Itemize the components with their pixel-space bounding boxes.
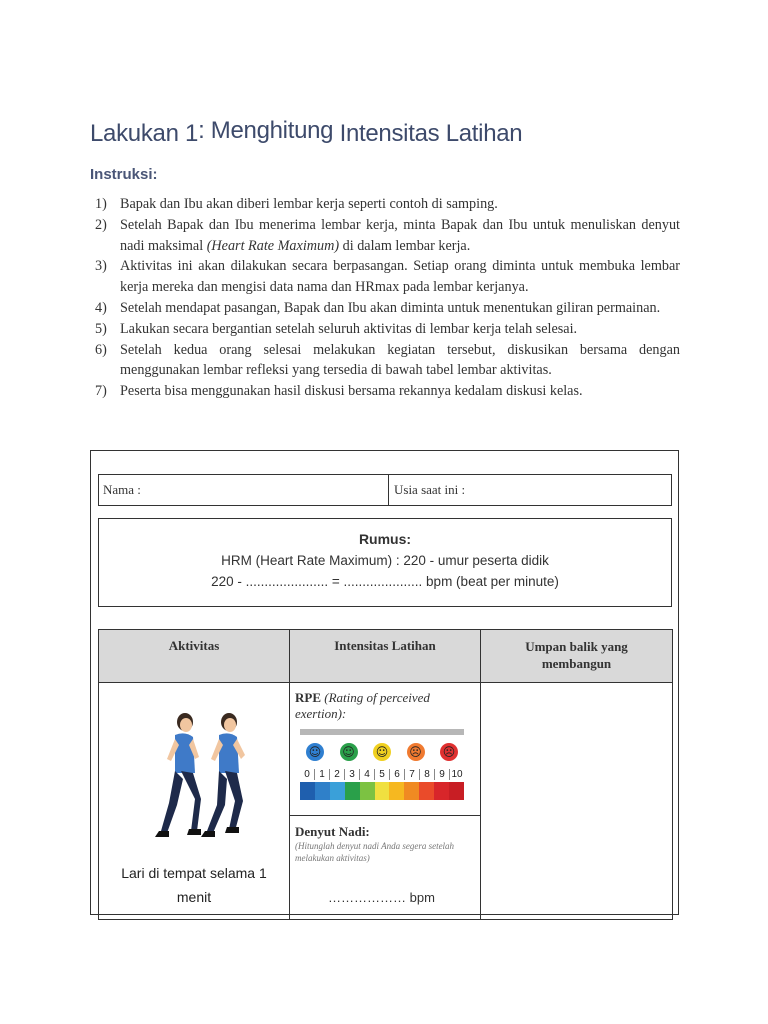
rpe-number: 10: [451, 769, 463, 780]
rpe-number: 9: [435, 769, 450, 780]
rpe-number: 5: [375, 769, 390, 780]
header-aktivitas: Aktivitas: [99, 630, 290, 683]
runner-1: [155, 713, 201, 837]
rpe-bar: [375, 782, 390, 800]
rpe-number: 7: [405, 769, 420, 780]
pulse-section: [290, 816, 480, 919]
rpe-face-icon: ☹: [440, 743, 458, 761]
rpe-number: 2: [330, 769, 345, 780]
runner-2: [201, 713, 245, 837]
rpe-number: 4: [360, 769, 375, 780]
intensity-cell: [290, 683, 481, 920]
age-field[interactable]: Usia saat ini :: [394, 482, 466, 497]
rpe-bar: [404, 782, 419, 800]
feedback-cell[interactable]: [481, 683, 673, 920]
rpe-face-icon: ☺: [373, 743, 391, 761]
rpe-bar: [419, 782, 434, 800]
rpe-bar: [300, 782, 315, 800]
rpe-bar: [449, 782, 464, 800]
instruction-item: 4) Setelah mendapat pasangan, Bapak dan Ibu akan diminta untuk menentukan giliran permainan.: [95, 299, 661, 316]
formula-line-2: 220 - ...................... = ..................... bpm (beat per minute): [211, 574, 559, 589]
instruction-item: 5) Lakukan secara bergantian setelah seluruh aktivitas di lembar kerja telah selesai.: [95, 320, 578, 337]
rpe-bar: [315, 782, 330, 800]
formula-line-1: HRM (Heart Rate Maximum) : 220 - umur peserta didik: [221, 553, 549, 568]
rpe-color-bars: [300, 782, 464, 800]
rpe-numbers: [300, 769, 464, 780]
rpe-faces: [300, 735, 464, 761]
rpe-face-icon: ☹: [407, 743, 425, 761]
rpe-bar: [360, 782, 375, 800]
table-header-row: [99, 630, 673, 683]
rpe-section: [290, 683, 480, 816]
activity-cell: [99, 683, 290, 920]
worksheet: [90, 450, 679, 915]
activity-caption: Lari di tempat selama 1 menit: [121, 865, 267, 905]
formula-box: [98, 518, 672, 607]
pulse-note: (Hitunglah denyut nadi Anda segera setelah melakukan aktivitas): [295, 841, 455, 863]
instruction-item: 2) Setelah Bapak dan Ibu menerima lembar kerja, minta Bapak dan Ibu untuk menuliskan denyut nadi maksimal (Heart Rate Maximum) di dalam lembar kerja.: [95, 216, 680, 254]
header-umpan-balik: Umpan balik yang membangun: [481, 630, 673, 683]
instructions-list: [95, 194, 680, 402]
page-title: Lakukan 1: Menghitung Intensitas Latihan: [90, 117, 523, 147]
name-field[interactable]: Nama :: [99, 475, 389, 505]
rpe-bar: [330, 782, 345, 800]
rpe-number: 3: [345, 769, 360, 780]
instruction-item: 7) Peserta bisa menggunakan hasil diskusi bersama rekannya kedalam diskusi kelas.: [95, 383, 583, 400]
rpe-face-icon: ☺: [306, 743, 324, 761]
rpe-number: 8: [420, 769, 435, 780]
rpe-title: RPE (Rating of perceived exertion):: [295, 690, 430, 721]
rpe-number: 0: [300, 769, 315, 780]
name-age-row: [98, 474, 672, 506]
instruction-item: 3) Aktivitas ini akan dilakukan secara berpasangan. Setiap orang diminta untuk membuka lembar kerja mereka dan mengisi data nama dan HRmax pada lembar kerjanya.: [95, 258, 680, 296]
instructions-heading: Instruksi:: [90, 166, 158, 183]
table-row: [99, 683, 673, 920]
formula-heading: Rumus:: [358, 531, 412, 547]
pulse-bpm-field[interactable]: ……………… bpm: [328, 890, 435, 905]
instruction-item: 1) Bapak dan Ibu akan diberi lembar kerja seperti contoh di samping.: [95, 196, 498, 212]
pulse-title: Denyut Nadi:: [295, 824, 370, 839]
rpe-number: 1: [315, 769, 330, 780]
rpe-scale: [300, 729, 464, 800]
rpe-face-icon: ☺: [340, 743, 358, 761]
instruction-item: 6) Setelah kedua orang selesai melakukan kegiatan tersebut, diskusikan bersama dengan menggunakan lembar refleksi yang tersedia di bawah tabel lembar aktivitas.: [95, 341, 680, 379]
rpe-bar: [434, 782, 449, 800]
running-people-illustration: [149, 713, 249, 853]
rpe-number: 6: [390, 769, 405, 780]
header-intensitas: Intensitas Latihan: [290, 630, 481, 683]
rpe-bar: [345, 782, 360, 800]
activity-table: [98, 629, 673, 920]
rpe-bar: [389, 782, 404, 800]
